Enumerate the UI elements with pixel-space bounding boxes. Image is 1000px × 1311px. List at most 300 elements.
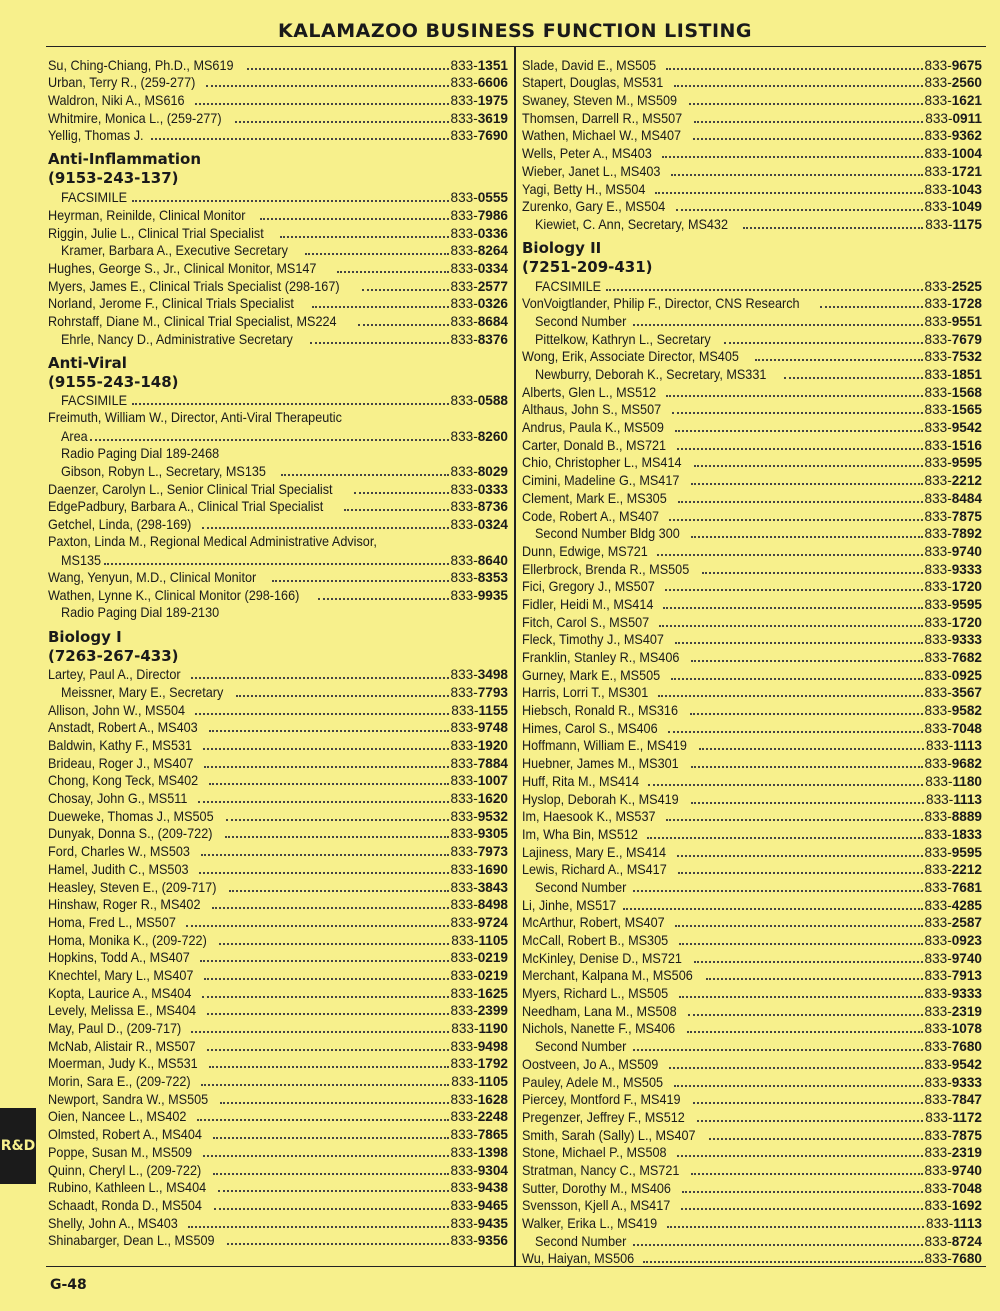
phone-prefix: 833- <box>450 243 478 259</box>
phone-extension: 1180 <box>952 773 982 789</box>
phone-extension: 1628 <box>477 1091 508 1107</box>
phone-prefix: 833- <box>924 720 952 736</box>
entry-name: Wathen, Michael W., MS407 <box>522 128 682 144</box>
phone-prefix: 833- <box>926 1216 954 1231</box>
phone-prefix: 833- <box>450 587 478 603</box>
entry-name: Second Number <box>535 1039 627 1055</box>
listing-entry <box>48 896 508 914</box>
dot-leader <box>687 1031 923 1033</box>
phone-number <box>451 1162 508 1179</box>
listing-entry <box>522 719 982 737</box>
phone-extension: 7048 <box>951 720 982 736</box>
entry-name: McArthur, Robert, MS407 <box>522 915 665 931</box>
dot-leader <box>691 766 923 768</box>
listing-entry <box>48 984 508 1002</box>
entry-name: Swaney, Steven M., MS509 <box>522 93 678 109</box>
section-heading: Biology II <box>522 238 602 257</box>
phone-extension: 1105 <box>478 932 508 948</box>
phone-prefix: 833- <box>924 756 952 772</box>
listing-entry <box>522 489 982 507</box>
dot-leader <box>674 1085 923 1087</box>
listing-entry <box>522 808 982 826</box>
phone-prefix: 833- <box>924 1251 952 1267</box>
phone-number <box>926 791 982 808</box>
dot-leader <box>151 138 449 140</box>
phone-extension: 9935 <box>477 587 508 603</box>
entry-name: Kopta, Laurice A., MS404 <box>48 985 192 1001</box>
dot-leader <box>697 1120 923 1122</box>
phone-number <box>451 985 508 1002</box>
dot-leader <box>191 677 449 679</box>
phone-prefix: 833- <box>924 473 952 489</box>
dot-leader <box>691 660 922 662</box>
phone-prefix: 833- <box>450 207 478 223</box>
phone-number <box>451 110 508 127</box>
dot-leader <box>691 483 922 485</box>
phone-number <box>451 92 508 109</box>
phone-number <box>451 392 508 409</box>
phone-number <box>925 163 982 180</box>
dot-leader <box>675 642 923 644</box>
listing-entry <box>522 348 982 366</box>
phone-prefix: 833- <box>924 278 952 294</box>
phone-prefix: 833- <box>450 331 478 347</box>
phone-extension: 0588 <box>477 393 508 409</box>
entry-name: Hughes, George S., Jr., Clinical Monitor, MS147 <box>48 260 317 276</box>
section-account-code: (7263-267-433) <box>48 646 179 665</box>
phone-extension: 1720 <box>951 614 982 630</box>
phone-prefix: 833- <box>450 57 478 73</box>
listing-entry <box>522 1250 982 1268</box>
listing-entry <box>48 736 508 754</box>
entry-name: Anstadt, Robert A., MS403 <box>48 720 198 736</box>
dot-leader <box>195 713 449 715</box>
phone-number <box>451 1002 508 1019</box>
phone-number <box>925 596 982 613</box>
dot-leader <box>305 253 448 255</box>
phone-number <box>925 216 982 233</box>
phone-extension: 0219 <box>477 950 508 966</box>
dot-leader <box>281 474 448 476</box>
phone-prefix: 833- <box>450 110 478 126</box>
phone-extension: 8353 <box>477 570 508 586</box>
phone-number <box>925 755 982 772</box>
listing-entry <box>48 949 508 967</box>
entry-name: Baldwin, Kathy F., MS531 <box>48 738 193 753</box>
phone-prefix: 833- <box>450 755 478 771</box>
listing-entry <box>522 1108 982 1126</box>
dot-leader <box>90 439 449 441</box>
listing-entry <box>522 1037 982 1055</box>
entry-name: Fidler, Heidi M., MS414 <box>522 596 654 612</box>
dot-leader <box>219 943 450 945</box>
phone-prefix: 833- <box>924 93 952 109</box>
dot-leader <box>212 907 449 909</box>
phone-extension: 1690 <box>477 861 508 877</box>
dot-leader <box>688 1014 922 1016</box>
phone-extension: 7532 <box>951 349 982 365</box>
phone-number <box>925 437 982 454</box>
dot-leader <box>669 1067 923 1069</box>
phone-number <box>925 57 982 74</box>
entry-name: Hinshaw, Roger R., MS402 <box>48 897 201 913</box>
phone-number <box>925 543 982 560</box>
dot-leader <box>633 1049 922 1051</box>
entry-name: Pauley, Adele M., MS505 <box>522 1074 664 1090</box>
entry-name: Fici, Gregory J., MS507 <box>522 579 655 595</box>
phone-number <box>925 1127 982 1144</box>
phone-prefix: 833- <box>924 650 952 665</box>
phone-number <box>451 790 508 807</box>
dot-leader <box>209 1066 449 1068</box>
phone-extension: 1516 <box>951 437 982 453</box>
entry-name: Ellerbrock, Brenda R., MS505 <box>522 561 690 577</box>
entry-name: Quinn, Cheryl L., (209-722) <box>48 1162 202 1178</box>
phone-number <box>451 702 508 719</box>
phone-extension: 1398 <box>477 1144 508 1160</box>
phone-number <box>925 1162 982 1179</box>
entry-name: Olmsted, Robert A., MS404 <box>48 1127 202 1143</box>
entry-name: Wathen, Lynne K., Clinical Monitor (298-166) <box>48 587 300 603</box>
phone-prefix: 833- <box>924 561 952 577</box>
phone-extension: 9498 <box>477 1038 508 1054</box>
phone-number <box>925 932 982 949</box>
phone-extension: 0326 <box>477 296 508 312</box>
phone-number <box>451 1232 508 1249</box>
phone-extension: 8484 <box>951 490 982 506</box>
dot-leader <box>702 572 923 574</box>
phone-prefix: 833- <box>451 1074 479 1090</box>
entry-name: Slade, David E., MS505 <box>522 57 657 73</box>
phone-extension: 7913 <box>951 968 982 984</box>
phone-extension: 8684 <box>477 313 508 329</box>
phone-prefix: 833- <box>924 1003 952 1019</box>
phone-number <box>451 879 508 896</box>
phone-prefix: 833- <box>450 225 478 241</box>
dot-leader <box>207 1013 448 1015</box>
entry-name: Norland, Jerome F., Clinical Trials Specialist <box>48 296 294 312</box>
listing-entry <box>48 295 508 313</box>
dot-leader <box>218 1190 448 1192</box>
phone-extension: 7865 <box>477 1127 508 1143</box>
phone-number <box>451 1055 508 1072</box>
dot-leader <box>104 563 448 565</box>
phone-prefix: 833- <box>924 199 952 215</box>
phone-number <box>451 428 508 445</box>
entry-name: Lewis, Richard A., MS417 <box>522 862 667 878</box>
phone-prefix: 833- <box>924 402 952 418</box>
phone-number <box>925 366 982 383</box>
phone-extension: 1851 <box>951 367 982 382</box>
phone-extension: 1172 <box>952 1109 982 1125</box>
phone-prefix: 833- <box>924 313 952 329</box>
phone-extension: 3567 <box>951 685 982 701</box>
dot-leader <box>235 121 449 123</box>
page-number: G-48 <box>50 1277 87 1293</box>
entry-name: FACSIMILE <box>61 190 128 206</box>
entry-name: Chong, Kong Teck, MS402 <box>48 773 199 789</box>
dot-leader <box>709 1138 923 1140</box>
phone-extension: 9542 <box>951 1056 982 1072</box>
phone-number <box>926 737 982 754</box>
phone-extension: 1113 <box>953 738 982 754</box>
phone-number <box>451 1126 508 1143</box>
phone-number <box>925 1180 982 1197</box>
listing-entry <box>522 454 982 472</box>
phone-number <box>925 1109 982 1126</box>
phone-prefix: 833- <box>924 1145 952 1161</box>
phone-extension: 7986 <box>477 207 508 223</box>
dot-leader <box>682 1191 922 1193</box>
phone-extension: 1113 <box>953 1216 982 1231</box>
phone-number <box>451 127 508 144</box>
dot-leader <box>671 678 923 680</box>
phone-extension: 7680 <box>951 1251 982 1267</box>
listing-entry <box>522 878 982 896</box>
phone-prefix: 833- <box>450 1233 478 1249</box>
phone-extension: 8264 <box>477 243 508 259</box>
phone-number <box>925 720 982 737</box>
phone-prefix: 833- <box>450 296 478 312</box>
phone-prefix: 833- <box>450 313 478 329</box>
section-account-code: (7251-209-431) <box>522 257 653 276</box>
entry-name: Myers, Richard L., MS505 <box>522 986 669 1002</box>
listing-entry <box>522 790 982 808</box>
listing-note <box>48 604 508 622</box>
phone-number <box>925 1056 982 1073</box>
entry-name: Gibson, Robyn L., Secretary, MS135 <box>61 464 266 480</box>
phone-number <box>451 1020 508 1037</box>
entry-name: Hamel, Judith C., MS503 <box>48 861 189 877</box>
phone-prefix: 833- <box>924 844 952 860</box>
entry-name: Sutter, Dorothy M., MS406 <box>522 1180 671 1196</box>
phone-number <box>925 127 982 144</box>
phone-extension: 1043 <box>951 181 982 197</box>
listing-entry <box>522 383 982 401</box>
phone-number <box>451 57 508 74</box>
phone-extension: 7875 <box>951 508 982 524</box>
dot-leader <box>659 625 923 627</box>
phone-extension: 0925 <box>951 667 982 683</box>
phone-number <box>451 666 508 683</box>
listing-entry <box>522 843 982 861</box>
listing-entry <box>522 74 982 92</box>
phone-extension: 3498 <box>477 667 508 683</box>
listing-entry <box>48 666 508 684</box>
listing-entry <box>48 1108 508 1126</box>
phone-extension: 1105 <box>478 1074 508 1090</box>
phone-prefix: 833- <box>924 968 952 984</box>
listing-entry <box>522 312 982 330</box>
phone-number <box>451 967 508 984</box>
phone-prefix: 833- <box>450 1127 478 1143</box>
entry-name: Svensson, Kjell A., MS417 <box>522 1198 671 1214</box>
phone-number <box>925 1074 982 1091</box>
phone-extension: 2399 <box>477 1003 508 1019</box>
phone-number <box>925 950 982 967</box>
phone-extension: 9333 <box>951 561 982 577</box>
dot-leader <box>694 121 923 123</box>
dot-leader <box>206 85 448 87</box>
listing-entry <box>522 631 982 649</box>
entry-name: Yellig, Thomas J. <box>48 128 144 144</box>
listing-entry <box>522 967 982 985</box>
phone-number <box>451 569 508 586</box>
dot-leader <box>260 218 448 220</box>
phone-prefix: 833- <box>924 526 952 542</box>
listing-entry <box>48 277 508 295</box>
phone-extension: 7682 <box>951 650 982 665</box>
dot-leader <box>668 731 923 733</box>
phone-extension: 6606 <box>477 75 508 91</box>
phone-extension: 8889 <box>951 809 982 825</box>
entry-name: Chio, Christopher L., MS414 <box>522 455 682 471</box>
phone-extension: 0333 <box>477 481 508 497</box>
note-text: Radio Paging Dial 189-2468 <box>61 445 220 461</box>
phone-number <box>451 481 508 498</box>
entry-name: Wang, Yenyun, M.D., Clinical Monitor <box>48 570 257 586</box>
listing-entry <box>48 312 508 330</box>
phone-number <box>451 755 508 772</box>
listing-entry <box>48 206 508 224</box>
phone-prefix: 833- <box>925 1109 953 1125</box>
phone-prefix: 833- <box>924 826 952 842</box>
phone-number <box>925 861 982 878</box>
entry-name: Harris, Lorri T., MS301 <box>522 685 649 701</box>
phone-number <box>451 1108 508 1125</box>
listing-entry <box>522 56 982 74</box>
listing-entry <box>48 515 508 533</box>
phone-prefix: 833- <box>450 464 478 480</box>
listing-entry <box>48 462 508 480</box>
dot-leader <box>132 403 449 405</box>
dot-leader <box>272 580 449 582</box>
listing-entry <box>48 1019 508 1037</box>
phone-number <box>925 525 982 542</box>
dot-leader <box>662 156 923 158</box>
phone-number <box>925 844 982 861</box>
phone-extension: 9356 <box>477 1233 508 1249</box>
dot-leader <box>666 819 923 821</box>
phone-number <box>451 1073 508 1090</box>
entry-name: Morin, Sara E., (209-722) <box>48 1074 191 1090</box>
phone-prefix: 833- <box>450 1003 478 1019</box>
phone-prefix: 833- <box>450 861 478 877</box>
entry-name: Piercey, Montford F., MS419 <box>522 1092 681 1108</box>
phone-number <box>925 808 982 825</box>
dot-leader <box>743 227 924 229</box>
phone-number <box>925 773 982 790</box>
phone-number <box>925 508 982 525</box>
dot-leader <box>674 85 923 87</box>
dot-leader <box>647 837 923 839</box>
phone-extension: 1049 <box>951 199 982 215</box>
listing-entry <box>522 91 982 109</box>
dot-leader <box>226 819 448 821</box>
phone-prefix: 833- <box>924 181 952 197</box>
phone-extension: 1007 <box>477 773 508 789</box>
phone-extension: 9595 <box>951 844 982 860</box>
phone-number <box>451 914 508 931</box>
listing-entry <box>522 507 982 525</box>
phone-extension: 9595 <box>951 596 982 612</box>
entry-name: Stapert, Douglas, MS531 <box>522 75 664 91</box>
phone-prefix: 833- <box>924 128 952 144</box>
entry-name: Levely, Melissa E., MS404 <box>48 1003 197 1019</box>
phone-number <box>925 295 982 312</box>
phone-extension: 9333 <box>951 632 982 648</box>
phone-prefix: 833- <box>450 128 478 144</box>
entry-name: Myers, James E., Clinical Trials Specialist (298-167) <box>48 278 340 294</box>
phone-extension: 0923 <box>951 933 982 948</box>
phone-extension: 1113 <box>953 791 982 807</box>
phone-extension: 7884 <box>477 755 508 771</box>
phone-extension: 1920 <box>477 738 508 753</box>
phone-extension: 7680 <box>951 1039 982 1055</box>
dot-leader <box>679 943 922 945</box>
dot-leader <box>201 854 449 856</box>
listing-entry <box>48 586 508 604</box>
phone-number <box>925 914 982 931</box>
dot-leader <box>312 306 448 308</box>
listing-entry <box>522 1091 982 1109</box>
phone-extension: 1568 <box>951 384 982 400</box>
phone-number <box>451 861 508 878</box>
phone-number <box>451 1091 508 1108</box>
phone-extension: 9748 <box>477 720 508 736</box>
phone-number <box>925 278 982 295</box>
listing-entry <box>522 1161 982 1179</box>
entry-name: Heasley, Steven E., (209-717) <box>48 879 217 895</box>
phone-number <box>925 561 982 578</box>
phone-number <box>451 207 508 224</box>
dot-leader <box>203 748 449 750</box>
phone-prefix: 833- <box>450 552 478 568</box>
phone-extension: 1620 <box>477 791 508 807</box>
phone-prefix: 833- <box>450 1056 478 1072</box>
phone-number <box>925 684 982 701</box>
phone-prefix: 833- <box>924 437 952 453</box>
entry-name: Shelly, John A., MS403 <box>48 1215 178 1231</box>
phone-number <box>925 490 982 507</box>
entry-name: Daenzer, Carolyn L., Senior Clinical Trial Specialist <box>48 481 333 497</box>
phone-prefix: 833- <box>451 702 479 718</box>
phone-number <box>925 454 982 471</box>
phone-number <box>451 1179 508 1196</box>
entry-name: Allison, John W., MS504 <box>48 702 186 718</box>
listing-entry <box>522 666 982 684</box>
entry-name: Heyrman, Reinilde, Clinical Monitor <box>48 207 246 223</box>
entry-name: Shinabarger, Dean L., MS509 <box>48 1233 215 1249</box>
phone-number <box>925 1038 982 1055</box>
listing-entry <box>48 224 508 242</box>
phone-prefix: 833- <box>450 738 478 753</box>
phone-extension: 7679 <box>951 331 982 347</box>
entry-name: Alberts, Glen L., MS512 <box>522 384 657 400</box>
entry-name: May, Paul D., (209-717) <box>48 1021 182 1036</box>
listing-entry <box>48 188 508 206</box>
phone-number <box>925 472 982 489</box>
phone-number <box>925 897 982 914</box>
entry-name: Smith, Sarah (Sally) L., MS407 <box>522 1127 696 1143</box>
phone-prefix: 833- <box>924 384 952 400</box>
phone-extension: 1792 <box>477 1056 508 1072</box>
phone-number <box>451 825 508 842</box>
phone-prefix: 833- <box>450 190 478 206</box>
phone-extension: 1833 <box>951 826 982 842</box>
phone-prefix: 833- <box>450 773 478 789</box>
dot-leader <box>310 342 448 344</box>
